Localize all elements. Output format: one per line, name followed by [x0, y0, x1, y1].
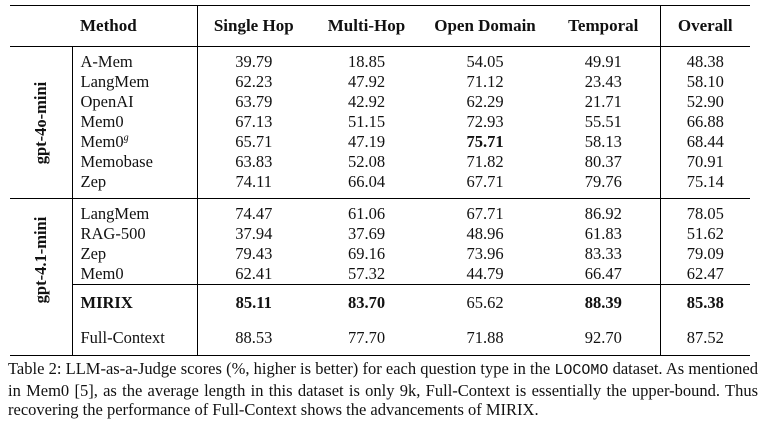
score-cell: 71.88: [466, 328, 504, 347]
score-cell: 88.53: [197, 321, 310, 356]
score-cell: 55.51: [584, 112, 622, 131]
table-row: [10, 152, 750, 172]
method-cell: [72, 224, 197, 244]
method-cell: [72, 47, 197, 73]
score-cell: 65.71: [197, 132, 310, 152]
method-name: Full-Context: [80, 328, 165, 347]
score-cell: 87.52: [660, 321, 750, 356]
group-cell: [10, 47, 72, 199]
method-name: RAG-500: [80, 224, 146, 243]
score-cell: 74.11: [197, 172, 310, 199]
score-cell: 92.70: [584, 328, 622, 347]
score-cell: 49.91: [584, 52, 622, 71]
header-method: Method: [80, 16, 137, 35]
score-cell: 23.43: [584, 72, 622, 91]
table-row: [10, 224, 750, 244]
table-row: [10, 199, 750, 225]
table-row: [10, 321, 750, 356]
method-cell: [72, 199, 197, 225]
method-name: Mem0: [80, 264, 124, 283]
score-cell: 80.37: [584, 152, 622, 171]
method-name: Zep: [80, 244, 107, 263]
score-cell: 44.79: [466, 264, 504, 283]
score-cell: 39.79: [197, 47, 310, 73]
score-cell: 48.38: [660, 47, 750, 73]
group-cell-empty: [10, 321, 72, 356]
method-name: Zep: [80, 172, 107, 191]
score-cell: 63.83: [197, 152, 310, 172]
score-cell: 67.71: [466, 172, 504, 191]
score-cell: 72.93: [466, 112, 504, 131]
table-row: [10, 72, 750, 92]
table-row: [10, 285, 750, 322]
method-name: Mem0: [80, 112, 124, 131]
caption-lead: Table 2: LLM-as-a-Judge scores (%, higher is better) for each question type in the: [8, 359, 555, 378]
table-body: [10, 47, 750, 356]
method-cell: [72, 172, 197, 199]
score-cell: 52.90: [660, 92, 750, 112]
score-cell: 57.32: [347, 264, 386, 283]
score-cell: 88.39: [584, 293, 622, 312]
score-cell: 52.08: [347, 152, 386, 171]
method-cell: [72, 132, 197, 152]
method-name: Mem0: [80, 132, 124, 151]
score-cell: 51.62: [660, 224, 750, 244]
score-cell: 77.70: [347, 328, 386, 347]
score-cell: 74.47: [197, 199, 310, 225]
score-cell: 73.96: [466, 244, 504, 263]
score-cell: 42.92: [347, 92, 386, 111]
score-cell: 21.71: [584, 92, 622, 111]
method-cell: [72, 244, 197, 264]
caption-tail: dataset. As mentioned in Mem0 [5], as the average length in this dataset is only 9k, Full-Context is essentially the upper-bound. Thus recovering the performance of Full-Context shows the advancements of MIRIX.: [8, 359, 758, 419]
header-single-hop: Single Hop: [197, 6, 310, 47]
score-cell: 58.13: [584, 132, 622, 151]
score-cell: 79.76: [584, 172, 622, 191]
table-caption: [8, 359, 758, 420]
score-cell: 62.47: [660, 264, 750, 285]
method-cell: [72, 321, 197, 356]
method-name: OpenAI: [80, 92, 134, 111]
method-name: LangMem: [80, 72, 150, 91]
score-cell: 37.94: [197, 224, 310, 244]
score-cell: 71.82: [466, 152, 504, 171]
score-cell: 62.29: [466, 92, 504, 111]
table-row: [10, 112, 750, 132]
score-cell: 67.71: [466, 204, 504, 223]
method-name: Memobase: [80, 152, 153, 171]
score-cell: 54.05: [466, 52, 504, 71]
table-row: [10, 47, 750, 73]
method-cell: [72, 72, 197, 92]
method-cell: [72, 92, 197, 112]
method-name: A-Mem: [80, 52, 133, 71]
score-cell: 61.83: [584, 224, 622, 243]
score-cell: 62.23: [197, 72, 310, 92]
score-cell: 58.10: [660, 72, 750, 92]
score-cell: 83.70: [347, 293, 386, 312]
score-cell: 70.91: [660, 152, 750, 172]
score-cell: 62.41: [197, 264, 310, 285]
score-cell: 83.33: [584, 244, 622, 263]
score-cell: 65.62: [466, 293, 504, 312]
score-cell: 71.12: [466, 72, 504, 91]
table-row: [10, 92, 750, 112]
score-cell: 79.43: [197, 244, 310, 264]
method-superscript: g: [123, 132, 129, 144]
score-cell: 66.04: [347, 172, 386, 191]
score-cell: 37.69: [347, 224, 386, 243]
group-label: gpt-4.1-mini: [30, 216, 50, 304]
method-cell: [72, 285, 197, 322]
score-cell: 79.09: [660, 244, 750, 264]
score-cell: 48.96: [466, 224, 504, 243]
group-label: gpt-4o-mini: [30, 81, 50, 164]
method-name: MIRIX: [80, 293, 133, 312]
score-cell: 51.15: [347, 112, 386, 131]
score-cell: 75.14: [660, 172, 750, 199]
table-header: [10, 6, 750, 47]
score-cell: 75.71: [466, 132, 504, 151]
table-row: [10, 172, 750, 199]
method-cell: [72, 152, 197, 172]
score-cell: 68.44: [660, 132, 750, 152]
method-cell: [72, 264, 197, 285]
results-table: [10, 5, 750, 356]
table-row: [10, 264, 750, 285]
caption-dataset: LOCOMO: [554, 362, 609, 379]
score-cell: 78.05: [660, 199, 750, 225]
score-cell: 47.92: [347, 72, 386, 91]
score-cell: 47.19: [347, 132, 386, 151]
header-overall: Overall: [660, 6, 750, 47]
score-cell: 61.06: [347, 204, 386, 223]
score-cell: 67.13: [197, 112, 310, 132]
score-cell: 66.88: [660, 112, 750, 132]
header-multi-hop: Multi-Hop: [327, 16, 406, 35]
method-name: LangMem: [80, 204, 150, 223]
header-open-domain: Open Domain: [434, 16, 536, 35]
group-cell: [10, 199, 72, 322]
score-cell: 63.79: [197, 92, 310, 112]
table-row: [10, 132, 750, 152]
score-cell: 85.38: [660, 285, 750, 322]
score-cell: 66.47: [584, 264, 622, 283]
score-cell: 18.85: [347, 52, 386, 71]
score-cell: 69.16: [347, 244, 386, 263]
method-cell: [72, 112, 197, 132]
table-row: [10, 244, 750, 264]
score-cell: 86.92: [584, 204, 622, 223]
header-temporal: Temporal: [568, 16, 639, 35]
header-group-spacer: [10, 6, 72, 47]
score-cell: 85.11: [197, 285, 310, 322]
